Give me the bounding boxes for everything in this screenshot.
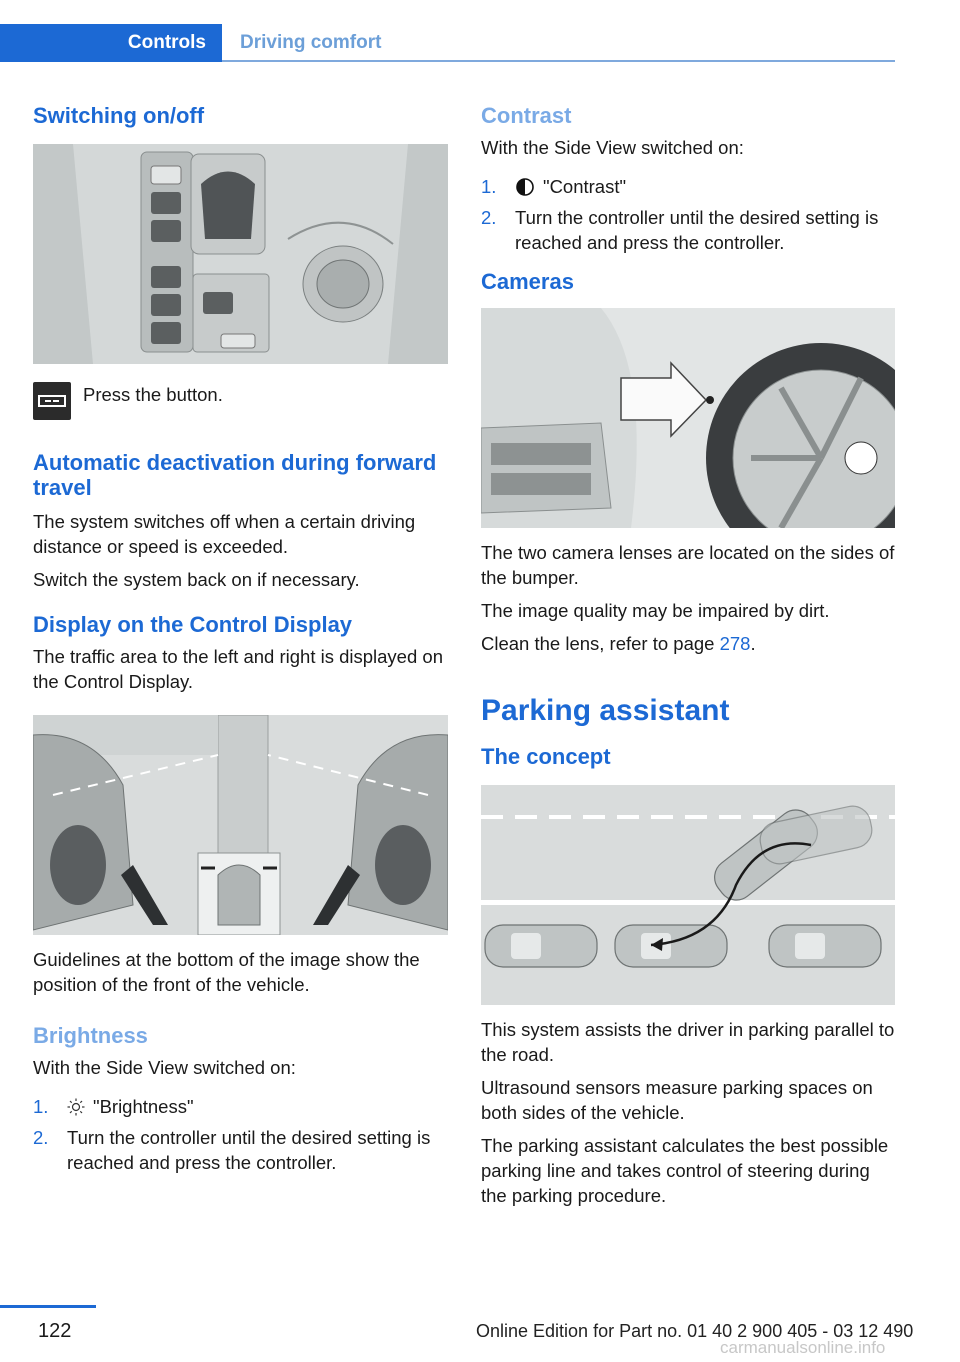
cameras-p3-suffix: . [750, 633, 756, 654]
edition-text: Online Edition for Part no. 01 40 2 900 405 - 03 12 490 [476, 1321, 914, 1341]
left-column [33, 100, 449, 1181]
concept-heading: The concept [481, 744, 611, 769]
page-link[interactable]: 278 [719, 633, 751, 654]
parking-assistant-heading: Parking assistant [481, 694, 730, 727]
switching-heading: Switching on/off [33, 103, 205, 128]
step-text: Turn the controller until the desired setting is reached and press the controller. [67, 1127, 431, 1173]
brightness-intro: With the Side View switched on: [33, 1057, 296, 1078]
header-rule [222, 60, 895, 62]
cameras-p3 [481, 631, 895, 656]
header-tabs [0, 24, 895, 62]
brightness-step [33, 1125, 449, 1175]
console-image [33, 144, 448, 364]
display-heading: Display on the Control Display [33, 612, 353, 637]
press-button-text: Press the button. [83, 384, 223, 405]
step-text: Turn the controller until the desired setting is reached and press the controller. [515, 207, 879, 253]
step-number: 2. [481, 207, 497, 228]
step-text: "Contrast" [543, 176, 627, 197]
concept-p3: The parking assistant calculates the best possible parking line and takes control of steering during the parking procedure. [481, 1135, 889, 1206]
control-display-image [33, 715, 448, 935]
brightness-steps [33, 1094, 449, 1175]
footer-rule [0, 1305, 96, 1308]
cameras-heading: Cameras [481, 269, 574, 294]
parking-diagram-image [481, 785, 895, 1005]
tab-controls[interactable]: Controls [0, 24, 222, 62]
contrast-steps [481, 174, 895, 255]
step-number: 1. [481, 176, 497, 197]
guidelines-text: Guidelines at the bottom of the image show the position of the front of the vehicle. [33, 949, 420, 995]
step-number: 1. [33, 1096, 49, 1117]
step-text: "Brightness" [93, 1096, 194, 1117]
display-p1: The traffic area to the left and right is displayed on the Control Display. [33, 646, 443, 692]
concept-p1: This system assists the driver in parking parallel to the road. [481, 1019, 895, 1065]
step-number: 2. [33, 1127, 49, 1148]
right-column [481, 100, 895, 1208]
press-button-row [33, 382, 449, 420]
page-number: 122 [38, 1320, 72, 1342]
side-view-camera-icon [33, 382, 71, 420]
brightness-step [33, 1094, 449, 1119]
concept-p2: Ultrasound sensors measure parking spaces on both sides of the vehicle. [481, 1077, 873, 1123]
contrast-heading: Contrast [481, 103, 572, 128]
contrast-intro: With the Side View switched on: [481, 137, 744, 158]
cameras-p1: The two camera lenses are located on the sides of the bumper. [481, 542, 895, 588]
auto-deactivation-heading: Automatic deactivation during forward travel [33, 450, 437, 500]
watermark: carmanualsonline.info [720, 1338, 886, 1357]
contrast-icon [515, 174, 543, 199]
camera-location-image [481, 308, 895, 528]
contrast-step [481, 174, 895, 199]
cameras-p3-prefix: Clean the lens, refer to page [481, 633, 720, 654]
auto-deactivation-p1: The system switches off when a certain driving distance or speed is exceeded. [33, 511, 416, 557]
contrast-step [481, 205, 895, 255]
tab-driving-comfort[interactable]: Driving comfort [240, 32, 382, 53]
cameras-p2: The image quality may be impaired by dirt. [481, 600, 830, 621]
auto-deactivation-p2: Switch the system back on if necessary. [33, 569, 360, 590]
brightness-heading: Brightness [33, 1023, 148, 1048]
sun-icon [67, 1094, 93, 1119]
